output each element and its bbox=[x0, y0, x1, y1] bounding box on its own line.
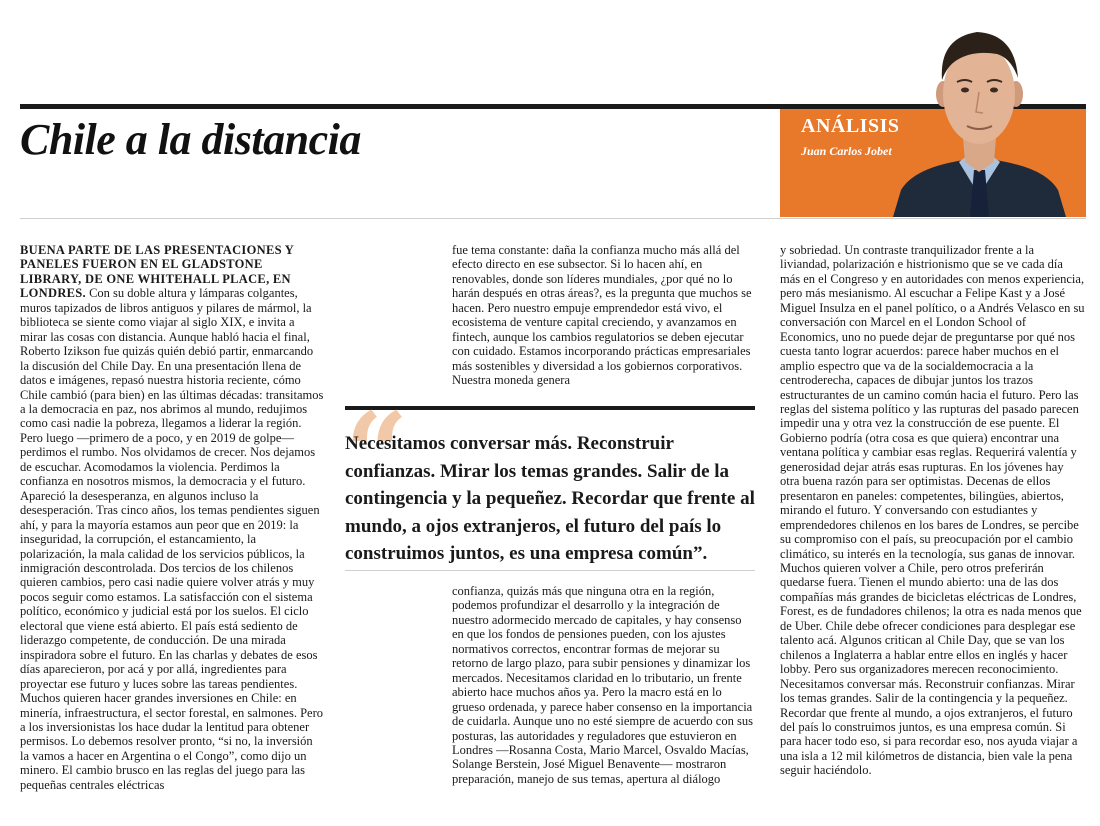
column-2-top-text: fue tema constante: daña la confianza mucho más allá del efecto directo en ese subsector. Si lo hacen ahí, en renovables, donde son líderes mundiales, ¿por qué no lo harán después en otras áreas?, es la pregunta que muchos se hacen. Pero nuestro empuje emprendedor está vivo, el ecosistema de venture capital creciendo, y avanzamos en fintech, aunque los cambios regulatorios se deben ejecutar con cuidado. Estamos incorporando prácticas empresariales más sostenibles y diversidad a los gobiernos corporativos. Nuestra moneda genera bbox=[452, 243, 752, 388]
pull-quote: Necesitamos conversar más. Reconstruir confianzas. Mirar los temas grandes. Salir de la contingencia y la pequeñez. Recordar que frente al mundo, a ojos extranjeros, el futuro del país lo construimos juntos, es una empresa común”. bbox=[345, 433, 755, 564]
headline: Chile a la distancia bbox=[20, 115, 361, 164]
author-byline: Juan Carlos Jobet bbox=[801, 144, 892, 158]
column-3-text: y sobriedad. Un contraste tranquilizador frente a la liviandad, polarización e histrionismo que se ve cada día más en el Congreso y en autoridades con menos experiencia, pero más mesianismo. Al escuchar a Felipe Kast y a José Miguel Insulza en el panel político, o a Andrés Velasco en su conversación con Marcel en el London School of Economics, uno no puede dejar de preguntarse por qué nos cuesta tanto lograr acuerdos: parece haber muchos en el amplio espectro que va de la socialdemocracia a la centroderecha, capaces de dibujar juntos los trazos estructurantes de un camino común hacia el futuro. Pero las reglas del sistema político y las rupturas del pasado parecen impedir una y otra vez la construcción de ese puente. El Gobierno podría (otra cosa es que quiera) encontrar una ventana política y cambiar esas reglas. Requerirá valentía y generosidad dejar atrás esas rupturas. En los jóvenes hay otra buena razón para ser optimistas. Decenas de ellos presentaron en paneles: competentes, bilingües, abiertos, mirando el futuro. Y conversando con estudiantes y emprendedores chilenos en los bares de Londres, se percibe su compromiso con el país, su preocupación por el cambio climático, su interés en la tecnología, sus ganas de innovar. Muchos quieren volver a Chile, pero otros preferirán quedarse fuera. Tienen el mundo abierto: una de las dos compañías más grandes de bicicletas eléctricas de Londres, Forest, es de fundadores chilenos; la otra es nada menos que de Uber. Chile debe ofrecer condiciones para desplegar ese talento acá. Algunos critican al Chile Day, que se van los chilenos a Inglaterra a hablar entre ellos en inglés y hacer lobby. Pero sus organizadores merecen reconocimiento. Necesitamos conversar más. Reconstruir confianzas. Mirar los temas grandes. Salir de la contingencia y la pequeñez. Recordar que frente al mundo, a ojos extranjeros, el futuro del país lo construimos juntos, es una empresa común. Si para hacer todo eso, si para recordar eso, nos ayuda viajar a una isla a 12 mil kilómetros de distancia, bien vale la pena seguir haciéndolo. bbox=[780, 243, 1085, 778]
section-label: ANÁLISIS bbox=[801, 115, 900, 137]
author-portrait bbox=[873, 20, 1086, 217]
header-divider bbox=[20, 218, 1086, 219]
article-column-3 bbox=[780, 243, 1086, 778]
article-column-1 bbox=[20, 243, 324, 792]
article-column-2-bottom bbox=[452, 584, 756, 786]
pull-quote-bottom-rule bbox=[345, 570, 755, 571]
column-1-text: Con su doble altura y lámparas colgantes, muros tapizados de libros antiguos y pilares de mármol, la biblioteca se siente como viajar al siglo XIX, e invita a mirar las cosas con distancia. Aunque habló hacia el final, Roberto Izikson fue quizás quién debió partir, enmarcando la discusión del Chile Day. En una presentación llena de datos e imágenes, repasó nuestra historia reciente, cómo Chile cambió (para bien) en las últimas décadas: transitamos a la democracia en paz, nos abrimos al mundo, redujimos como casi nadie la pobreza, llegamos a liderar la región. Pero luego —primero de a poco, y en 2019 de golpe— perdimos el rumbo. Nos olvidamos de crecer. Nos dejamos de escuchar. Acomodamos la violencia. Perdimos la confianza en nosotros mismos, la democracia y el futuro. Apareció la desesperanza, en algunos incluso la desesperación. Tras cinco años, los temas pendientes siguen ahí, y para la mayoría estamos aun peor que en 2019: la inseguridad, la corrupción, el estancamiento, la polarización, la mala calidad de los servicios públicos, la inmigración descontrolada. Dos tercios de los chilenos quieren cambios, pero casi nadie quiere volver atrás y muy pocos seguir como estamos. La satisfacción con el sistema político, económico y judicial está por los suelos. El ciclo electoral que viene está abierto. El país está sediento de liderazgo competente, de conducción. De una mirada inspiradora sobre el futuro. En las charlas y debates de esos días aparecieron, por acá y por allá, ingredientes para proyectar ese futuro y luces sobre las tareas pendientes. Muchos quieren hacer grandes inversiones en Chile: en minería, infraestructura, el sector forestal, en salmones. Pero a los inversionistas los hace dudar la lentitud para obtener permisos. Lo debemos resolver pronto, “si no, la inversión la vamos a hacer en Argentina o el Congo”, como dijo un minero. El cambio brusco en las reglas del juego para las pequeñas centrales eléctricas bbox=[20, 286, 324, 792]
quote-mark-icon: “ bbox=[345, 388, 409, 517]
article-column-2-top bbox=[452, 243, 756, 388]
lead-in: BUENA PARTE DE LAS PRESENTACIONES Y PANELES FUERON EN EL GLADSTONE LIBRARY, DE ONE WHITEHALL PLACE, EN LONDRES. bbox=[20, 243, 294, 301]
column-2-bottom-text: confianza, quizás más que ninguna otra en la región, podemos profundizar el desarrollo y la integración de nuestro adormecido mercado de capitales, y hay consenso en que los fondos de pensiones pueden, con los ajustes normativos correctos, encontrar formas de mejorar su retorno de largo plazo, para subir pensiones y dinamizar los mercados. Necesitamos claridad en lo tributario, un frente abierto hace muchos años ya. Pero la macro está en lo grueso ordenada, y parece haber consenso en la importancia de cuidarla. Aunque uno no esté siempre de acuerdo con sus posturas, las autoridades y reguladores que estuvieron en Londres —Rosanna Costa, Mario Marcel, Osvaldo Macías, Solange Berstein, José Miguel Benavente— mostraron preparación, manejo de sus temas, apertura al diálogo bbox=[452, 584, 753, 786]
